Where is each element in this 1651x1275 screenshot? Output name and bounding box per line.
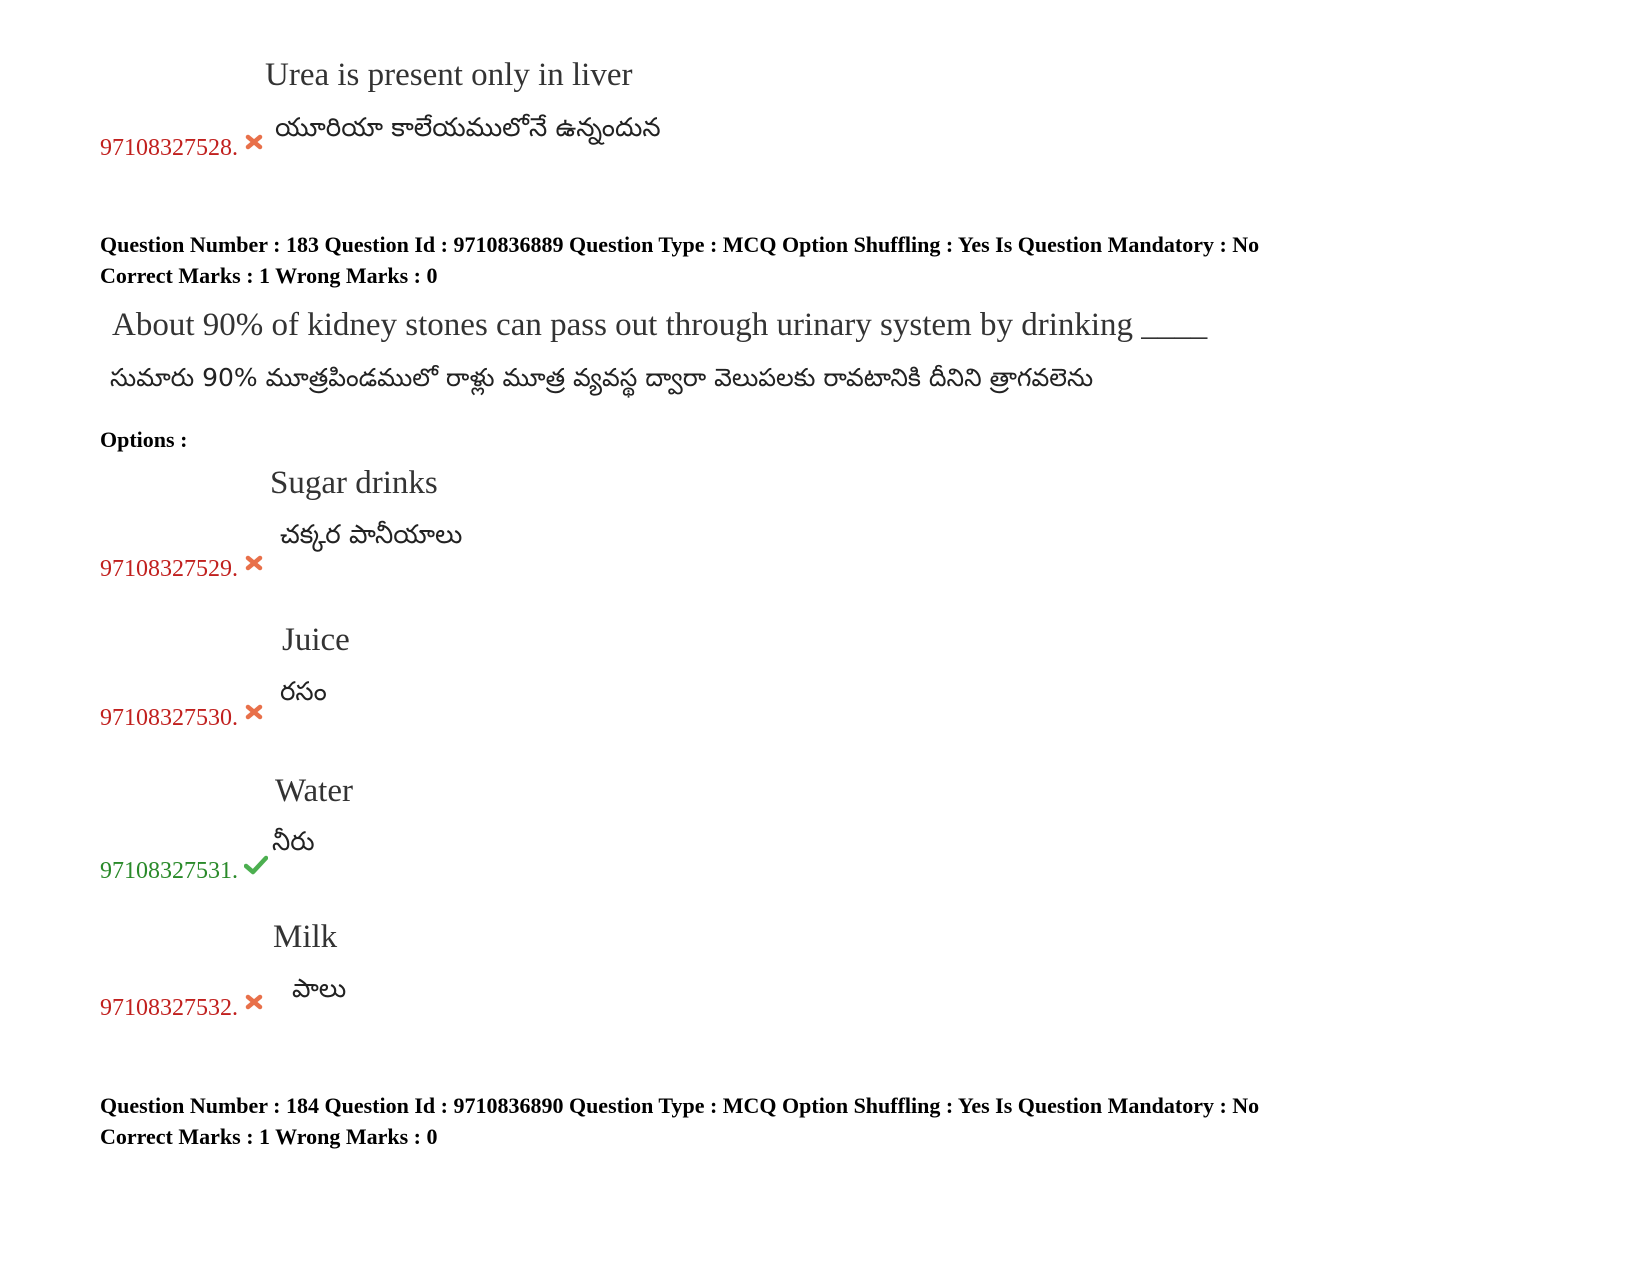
cross-icon bbox=[244, 132, 264, 152]
option-text-en: Water bbox=[275, 773, 353, 809]
option-id: 97108327532. bbox=[100, 995, 238, 1021]
option-row bbox=[100, 994, 264, 1022]
option-id: 97108327528. bbox=[100, 135, 238, 161]
option-text-en: Juice bbox=[282, 622, 350, 658]
check-icon bbox=[244, 855, 268, 875]
option-id: 97108327529. bbox=[100, 556, 238, 582]
question-marks: Correct Marks : 1 Wrong Marks : 0 bbox=[100, 263, 438, 288]
option-row bbox=[100, 555, 264, 583]
question-marks: Correct Marks : 1 Wrong Marks : 0 bbox=[100, 1124, 438, 1149]
question-meta: Question Number : 184 Question Id : 9710836890 Question Type : MCQ Option Shuffling : Yes Is Question Mandatory : No bbox=[100, 1093, 1260, 1118]
option-row bbox=[100, 857, 268, 885]
question-meta: Question Number : 183 Question Id : 9710836889 Question Type : MCQ Option Shuffling : Yes Is Question Mandatory : No bbox=[100, 232, 1260, 257]
question-stem-en: About 90% of kidney stones can pass out through urinary system by drinking ____ bbox=[112, 307, 1208, 343]
option-text-te: చక్కర పానీయాలు bbox=[280, 520, 463, 550]
option-text-te: రసం bbox=[280, 677, 327, 707]
option-text-te: యూరియా కాలేయములోనే ఉన్నందున bbox=[275, 113, 661, 143]
option-text-en: Urea is present only in liver bbox=[265, 57, 633, 93]
cross-icon bbox=[244, 992, 264, 1012]
option-row bbox=[100, 134, 264, 162]
option-text-te: నీరు bbox=[272, 827, 315, 857]
option-text-en: Milk bbox=[273, 919, 338, 955]
option-id: 97108327531. bbox=[100, 858, 238, 884]
cross-icon bbox=[244, 702, 264, 722]
options-label: Options : bbox=[100, 427, 188, 452]
option-id: 97108327530. bbox=[100, 705, 238, 731]
cross-icon bbox=[244, 553, 264, 573]
option-text-te: పాలు bbox=[292, 974, 347, 1004]
question-stem-te: సుమారు 90% మూత్రపిండములో రాళ్లు మూత్ర వ్యవస్థ ద్వారా వెలుపలకు రావటానికి దీనిని త్రాగవలెను bbox=[110, 363, 1094, 392]
option-text-en: Sugar drinks bbox=[270, 465, 438, 501]
option-row bbox=[100, 704, 264, 732]
